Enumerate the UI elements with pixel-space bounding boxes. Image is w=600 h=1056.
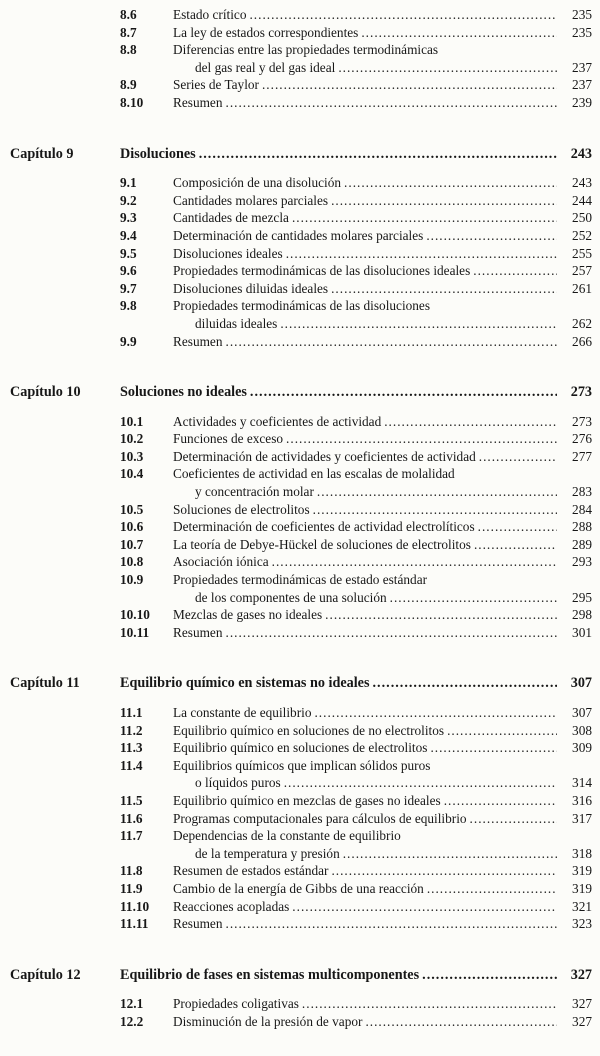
section-title: Equilibrios químicos que implican sólidos puros	[173, 757, 431, 773]
entry-title-block	[173, 704, 558, 722]
toc-entry-row	[10, 245, 592, 263]
chapter-page-number: 243	[570, 145, 592, 162]
section-title: Resumen	[173, 916, 223, 932]
toc-entry-row	[10, 465, 592, 483]
section-number: 11.11	[120, 916, 149, 932]
entry-title-block	[173, 898, 558, 916]
section-number: 10.3	[120, 448, 144, 464]
section-title: Propiedades coligativas	[173, 996, 299, 1012]
page-number: 255	[572, 245, 592, 261]
entry-title-block	[173, 589, 558, 607]
dot-leader	[280, 315, 557, 333]
chapter-heading-row	[10, 146, 592, 164]
page-number: 308	[572, 722, 592, 738]
dot-leader	[292, 209, 557, 227]
section-title: Determinación de actividades y coeficientes de actividad	[173, 448, 476, 464]
chapter-title-block	[120, 967, 558, 985]
page-number: 293	[572, 554, 592, 570]
dot-leader	[344, 174, 557, 192]
entry-title-block	[173, 280, 558, 298]
entry-title-block	[173, 606, 558, 624]
toc-entry-row	[10, 624, 592, 642]
page-number: 301	[572, 624, 592, 640]
entry-title-block	[173, 774, 558, 792]
dot-leader	[331, 192, 557, 210]
section-title: Funciones de exceso	[173, 431, 284, 447]
chapter-label: Capítulo 12	[10, 966, 81, 983]
section-number: 9.9	[120, 333, 137, 349]
dot-leader	[331, 862, 557, 880]
dot-leader	[361, 24, 557, 42]
toc-entry-row	[10, 915, 592, 933]
chapter-group	[10, 146, 592, 351]
section-title: Actividades y coeficientes de actividad	[173, 413, 382, 429]
toc-entry-row	[10, 536, 592, 554]
page-number: 237	[572, 59, 592, 75]
toc-entry-row	[10, 192, 592, 210]
chapter-title-block	[120, 146, 558, 164]
section-list	[10, 995, 592, 1030]
page-number: 307	[572, 705, 592, 720]
entry-title-block	[173, 174, 558, 192]
page-number: 284	[572, 501, 592, 517]
section-list	[10, 6, 592, 112]
chapter-group	[10, 384, 592, 641]
section-title: o líquidos puros	[195, 775, 281, 791]
dot-leader	[331, 280, 557, 298]
page-number: 261	[572, 280, 592, 296]
dot-leader	[478, 518, 557, 536]
toc-entry-row	[10, 898, 592, 916]
section-title: Equilibrio químico en soluciones de electrolitos	[173, 740, 428, 756]
section-number: 8.8	[120, 42, 137, 58]
dot-leader	[447, 722, 557, 740]
toc-entry-row	[10, 845, 592, 863]
toc-entry-row	[10, 757, 592, 775]
section-number: 12.2	[120, 1013, 144, 1029]
dot-leader	[284, 774, 557, 792]
dot-leader	[314, 704, 557, 722]
entry-title-block	[173, 59, 558, 77]
toc-entry-row	[10, 6, 592, 24]
section-title: Equilibrio químico en soluciones de no electrolitos	[173, 722, 445, 738]
page-number: 319	[572, 863, 592, 879]
toc-entry-row	[10, 315, 592, 333]
section-list	[10, 704, 592, 933]
chapter-label: Capítulo 10	[10, 384, 81, 401]
entry-title-block	[173, 827, 558, 845]
section-number: 11.2	[120, 722, 143, 738]
section-number: 9.8	[120, 298, 137, 314]
section-number: 10.7	[120, 536, 144, 552]
toc-entry-row	[10, 739, 592, 757]
toc-entry-row	[10, 827, 592, 845]
chapter-label: Capítulo 9	[10, 145, 74, 162]
section-title: Disminución de la presión de vapor	[173, 1013, 363, 1029]
chapter-title: Equilibrio de fases en sistemas multicomponentes	[120, 966, 420, 983]
page-number: 235	[572, 24, 592, 40]
page-number: 319	[572, 880, 592, 896]
entry-title-block	[173, 209, 558, 227]
chapter-heading-row	[10, 675, 592, 693]
section-list	[10, 174, 592, 350]
toc-entry-row	[10, 810, 592, 828]
section-title: diluidas ideales	[195, 315, 278, 331]
section-number: 8.6	[120, 7, 137, 22]
section-number: 8.10	[120, 94, 144, 110]
dot-leader	[426, 227, 557, 245]
section-list	[10, 413, 592, 642]
entry-title-block	[173, 536, 558, 554]
toc-entry-row	[10, 606, 592, 624]
dot-leader	[422, 967, 557, 985]
entry-title-block	[173, 333, 558, 351]
toc-entry-row	[10, 333, 592, 351]
section-title: Soluciones de electrolitos	[173, 501, 310, 517]
page-number: 244	[572, 192, 592, 208]
section-title: La ley de estados correspondientes	[173, 24, 359, 40]
entry-title-block	[173, 553, 558, 571]
dot-leader	[473, 262, 557, 280]
section-number: 9.3	[120, 210, 137, 226]
section-title: Disoluciones ideales	[173, 245, 283, 261]
dot-leader	[343, 845, 557, 863]
page-number: 235	[572, 7, 592, 22]
page-number: 314	[572, 775, 592, 791]
section-number: 9.2	[120, 192, 137, 208]
section-title: Resumen	[173, 333, 223, 349]
toc-entry-row	[10, 413, 592, 431]
section-title: Resumen	[173, 94, 223, 110]
dot-leader	[384, 413, 557, 431]
section-title: Propiedades termodinámicas de las disoluciones ideales	[173, 263, 471, 279]
section-number: 11.3	[120, 740, 143, 756]
toc-entry-row	[10, 227, 592, 245]
toc-entry-row	[10, 501, 592, 519]
dot-leader	[199, 146, 557, 164]
page-number: 239	[572, 94, 592, 110]
toc-entry-row	[10, 94, 592, 112]
entry-title-block	[173, 483, 558, 501]
section-number: 11.4	[120, 757, 143, 773]
section-number: 9.7	[120, 280, 137, 296]
dot-leader	[313, 501, 557, 519]
chapter-heading-row	[10, 384, 592, 402]
toc-entry-row	[10, 862, 592, 880]
section-number: 10.10	[120, 607, 150, 623]
toc-entry-row	[10, 553, 592, 571]
dot-leader	[444, 792, 557, 810]
section-number: 11.6	[120, 810, 143, 826]
page-number: 323	[572, 916, 592, 932]
section-title: del gas real y del gas ideal	[195, 59, 336, 75]
dot-leader	[317, 483, 557, 501]
entry-title-block	[173, 624, 558, 642]
entry-title-block	[173, 792, 558, 810]
dot-leader	[286, 430, 557, 448]
section-number: 11.7	[120, 828, 143, 844]
chapter-group	[10, 675, 592, 932]
section-number: 10.9	[120, 572, 144, 588]
page-number: 298	[572, 607, 592, 623]
toc-entry-row	[10, 483, 592, 501]
entry-title-block	[173, 315, 558, 333]
page-number: 262	[572, 315, 592, 331]
page-number: 318	[572, 845, 592, 861]
toc-entry-row	[10, 174, 592, 192]
toc-entry-row	[10, 297, 592, 315]
section-title: Cantidades molares parciales	[173, 192, 329, 208]
page-number: 266	[572, 333, 592, 349]
dot-leader	[430, 739, 557, 757]
entry-title-block	[173, 862, 558, 880]
section-title: Series de Taylor	[173, 77, 259, 93]
toc-entry-row	[10, 995, 592, 1013]
entry-title-block	[173, 880, 558, 898]
entry-title-block	[173, 518, 558, 536]
toc-entry-row	[10, 280, 592, 298]
entry-title-block	[173, 192, 558, 210]
entry-title-block	[173, 94, 558, 112]
page-number: 317	[572, 810, 592, 826]
entry-title-block	[173, 810, 558, 828]
section-number: 10.11	[120, 624, 150, 640]
dot-leader	[292, 898, 557, 916]
section-number: 10.4	[120, 466, 144, 482]
dot-leader	[286, 245, 557, 263]
entry-title-block	[173, 1013, 558, 1031]
section-number: 8.9	[120, 77, 137, 93]
section-number: 11.9	[120, 880, 143, 896]
section-title: La constante de equilibrio	[173, 705, 312, 720]
chapter-group	[10, 967, 592, 1031]
page-number: 257	[572, 263, 592, 279]
toc-entry-row	[10, 571, 592, 589]
page-number: 295	[572, 589, 592, 605]
page-number: 250	[572, 210, 592, 226]
entry-title-block	[173, 262, 558, 280]
section-title: Dependencias de la constante de equilibrio	[173, 828, 401, 844]
toc-entry-row	[10, 59, 592, 77]
section-number: 10.6	[120, 519, 144, 535]
section-number: 10.2	[120, 431, 144, 447]
entry-title-block	[173, 501, 558, 519]
page-number: 327	[572, 996, 592, 1012]
entry-title-block	[173, 739, 558, 757]
section-title: La teoría de Debye-Hückel de soluciones de electrolitos	[173, 536, 471, 552]
entry-title-block	[173, 227, 558, 245]
section-number: 12.1	[120, 996, 144, 1012]
page-number: 321	[572, 898, 592, 914]
entry-title-block	[173, 41, 558, 59]
section-title: Determinación de cantidades molares parciales	[173, 227, 424, 243]
entry-title-block	[173, 413, 558, 431]
toc-entry-row	[10, 518, 592, 536]
section-title: Estado crítico	[173, 7, 247, 22]
section-title: Coeficientes de actividad en las escalas de molalidad	[173, 466, 455, 482]
entry-title-block	[173, 722, 558, 740]
section-title: Resumen	[173, 624, 223, 640]
chapter-page-number: 273	[570, 384, 592, 401]
chapter-page-number: 327	[570, 966, 592, 983]
chapter-title: Disoluciones	[120, 145, 196, 162]
toc-entry-row	[10, 448, 592, 466]
entry-title-block	[173, 571, 558, 589]
page-number: 289	[572, 536, 592, 552]
toc-entry-row	[10, 774, 592, 792]
section-number: 11.5	[120, 792, 143, 808]
toc-entry-row	[10, 262, 592, 280]
page-number: 316	[572, 792, 592, 808]
dot-leader	[390, 589, 557, 607]
toc-entry-row	[10, 76, 592, 94]
section-title: Asociación iónica	[173, 554, 269, 570]
section-number: 11.1	[120, 705, 143, 720]
section-number: 9.1	[120, 175, 137, 191]
toc-entry-row	[10, 24, 592, 42]
section-title: Equilibrio químico en mezclas de gases no ideales	[173, 792, 441, 808]
chapter-title: Soluciones no ideales	[120, 384, 247, 401]
entry-title-block	[173, 465, 558, 483]
section-title: Reacciones acopladas	[173, 898, 290, 914]
chapter-heading-row	[10, 967, 592, 985]
entry-title-block	[173, 915, 558, 933]
entry-title-block	[173, 76, 558, 94]
section-title: Cantidades de mezcla	[173, 210, 289, 226]
dot-leader	[249, 6, 557, 24]
chapter-title-block	[120, 675, 558, 693]
dot-leader	[250, 384, 557, 402]
toc-entry-row	[10, 41, 592, 59]
section-title: Resumen de estados estándar	[173, 863, 329, 879]
dot-leader	[373, 675, 558, 693]
page-number: 288	[572, 519, 592, 535]
page-number: 283	[572, 484, 592, 500]
page-number: 309	[572, 740, 592, 756]
dot-leader	[470, 810, 557, 828]
section-number: 10.1	[120, 413, 144, 429]
toc-entry-row	[10, 589, 592, 607]
dot-leader	[226, 624, 558, 642]
page-number: 327	[572, 1013, 592, 1029]
entry-title-block	[173, 430, 558, 448]
section-title: y concentración molar	[195, 484, 314, 500]
page-number: 273	[572, 413, 592, 429]
entry-title-block	[173, 757, 558, 775]
section-number: 9.6	[120, 263, 137, 279]
toc-entry-row	[10, 209, 592, 227]
dot-leader	[474, 536, 557, 554]
page-number: 243	[572, 175, 592, 191]
section-number: 9.5	[120, 245, 137, 261]
chapter-title: Equilibrio químico en sistemas no ideales	[120, 675, 370, 692]
section-title: Disoluciones diluidas ideales	[173, 280, 329, 296]
chapter-title-block	[120, 384, 558, 402]
dot-leader	[302, 995, 557, 1013]
toc-entry-row	[10, 792, 592, 810]
dot-leader	[365, 1013, 557, 1031]
dot-leader	[226, 915, 558, 933]
section-title: Propiedades termodinámicas de estado estándar	[173, 572, 428, 588]
section-title: Programas computacionales para cálculos de equilibrio	[173, 810, 467, 826]
chapter-group	[10, 6, 592, 112]
page-number: 252	[572, 227, 592, 243]
section-number: 11.10	[120, 898, 150, 914]
dot-leader	[272, 553, 557, 571]
dot-leader	[338, 59, 557, 77]
section-title: de los componentes de una solución	[195, 589, 387, 605]
section-title: Composición de una disolución	[173, 175, 342, 191]
section-title: Mezclas de gases no ideales	[173, 607, 323, 623]
toc-entry-row	[10, 704, 592, 722]
chapter-label: Capítulo 11	[10, 675, 80, 692]
dot-leader	[262, 76, 557, 94]
dot-leader	[427, 880, 557, 898]
toc-entry-row	[10, 430, 592, 448]
toc-entry-row	[10, 880, 592, 898]
page-number: 276	[572, 431, 592, 447]
entry-title-block	[173, 245, 558, 263]
entry-title-block	[173, 297, 558, 315]
toc-entry-row	[10, 722, 592, 740]
section-title: Diferencias entre las propiedades termodinámicas	[173, 42, 439, 58]
section-title: Cambio de la energía de Gibbs de una reacción	[173, 880, 424, 896]
section-title: Determinación de coeficientes de actividad electrolíticos	[173, 519, 475, 535]
dot-leader	[325, 606, 557, 624]
toc-entry-row	[10, 1013, 592, 1031]
section-number: 11.8	[120, 863, 143, 879]
chapter-page-number: 307	[570, 675, 592, 692]
section-title: Propiedades termodinámicas de las disoluciones	[173, 298, 431, 314]
dot-leader	[226, 94, 558, 112]
entry-title-block	[173, 448, 558, 466]
entry-title-block	[173, 995, 558, 1013]
dot-leader	[479, 448, 557, 466]
section-number: 10.5	[120, 501, 144, 517]
entry-title-block	[173, 6, 558, 24]
entry-title-block	[173, 24, 558, 42]
section-number: 10.8	[120, 554, 144, 570]
section-title: de la temperatura y presión	[195, 845, 340, 861]
dot-leader	[226, 333, 558, 351]
page-number: 277	[572, 448, 592, 464]
section-number: 8.7	[120, 24, 137, 40]
page-number: 237	[572, 77, 592, 93]
entry-title-block	[173, 845, 558, 863]
section-number: 9.4	[120, 227, 137, 243]
